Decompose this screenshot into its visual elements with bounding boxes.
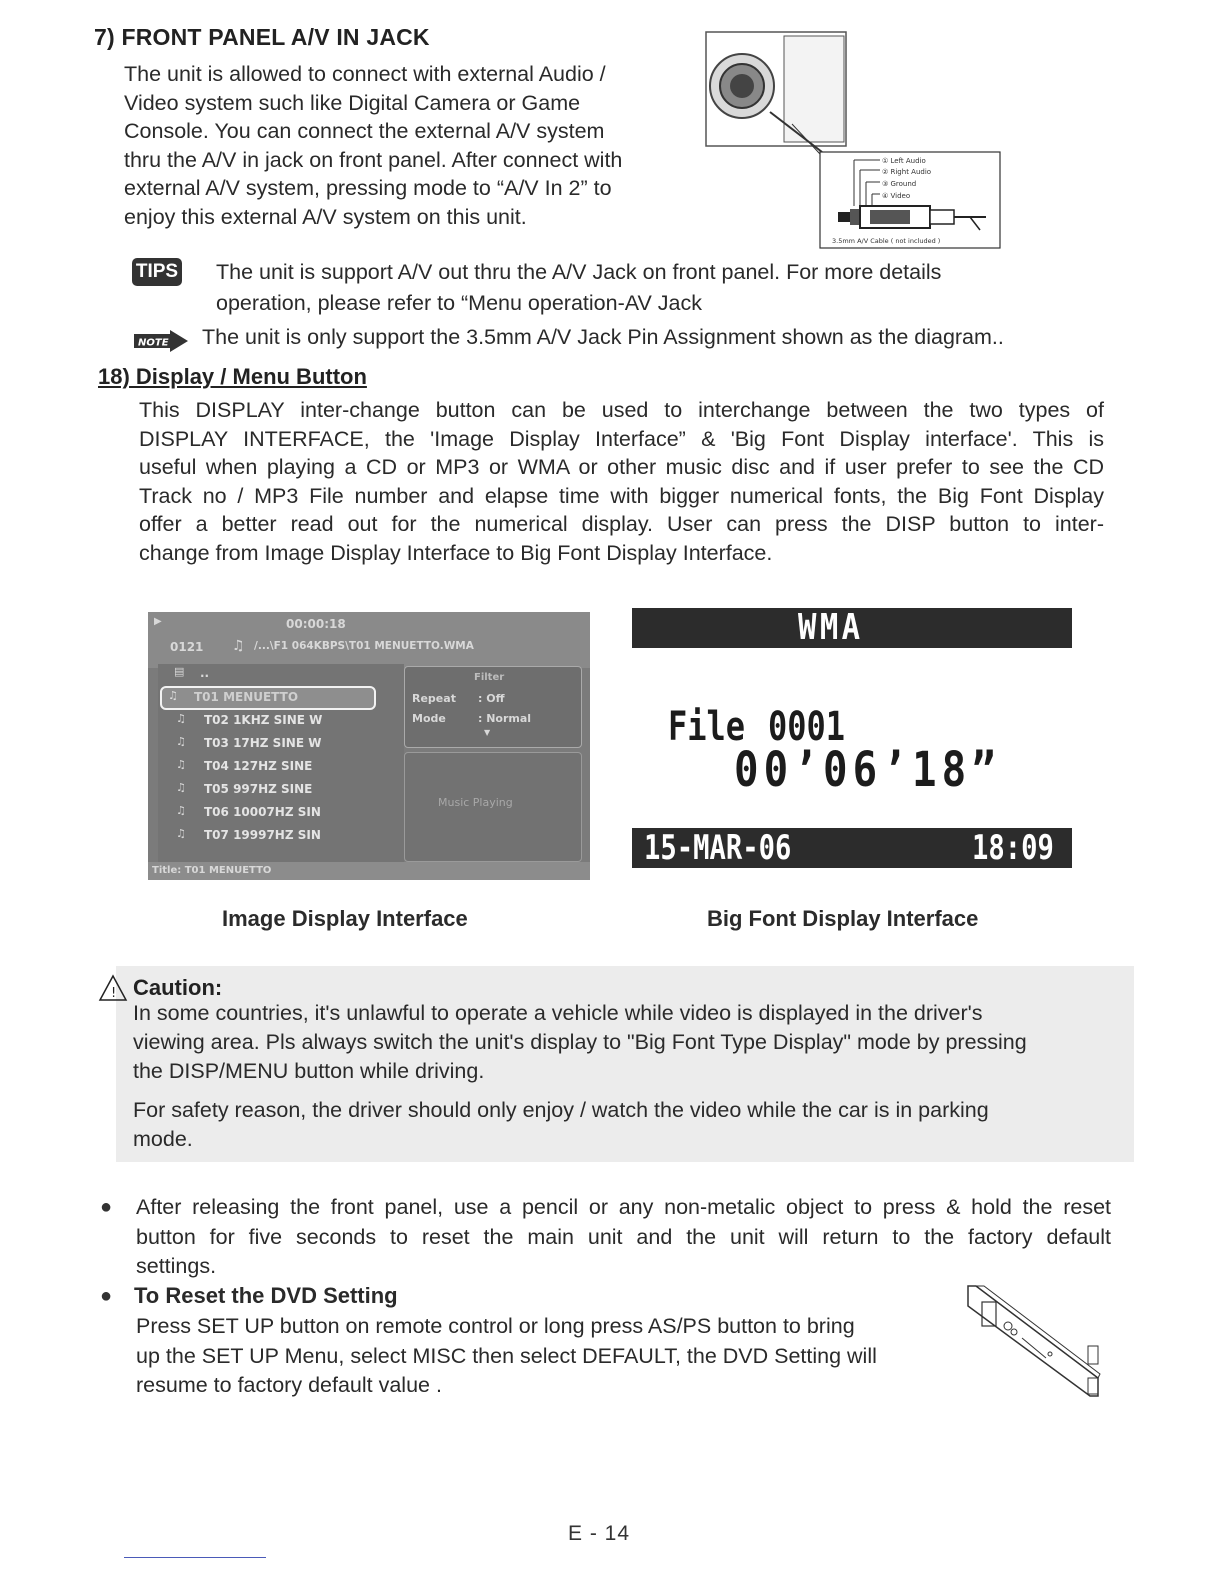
format-bar (632, 608, 1072, 648)
section-18-heading: 18) Display / Menu Button (98, 364, 367, 389)
date-display: 15-MAR-06 (644, 828, 792, 868)
bullet-icon: ● (100, 1196, 113, 1218)
repeat-label: Repeat (412, 692, 456, 705)
body-line: The unit is allowed to connect with external Audio / (124, 62, 606, 86)
caution-paragraph-1 (133, 999, 1133, 1086)
tips-line: The unit is support A/V out thru the A/V Jack on front panel. For more details (216, 260, 942, 284)
section-18-body (139, 396, 1104, 567)
folder-up-icon: ▤ (174, 665, 185, 678)
bullet-icon: ● (100, 1285, 113, 1307)
cable-label: 3.5mm A/V Cable ( not included ) (832, 237, 941, 245)
elapsed-time: 00:00:18 (286, 617, 346, 631)
big-font-display-caption: Big Font Display Interface (707, 906, 979, 931)
date-bar (632, 828, 1072, 868)
filter-title: Filter (474, 672, 505, 683)
track-icon: ♫ (176, 712, 186, 725)
av-jack-diagram (704, 28, 1004, 252)
caution-line: mode. (133, 1127, 193, 1151)
front-panel-illustration (704, 28, 1004, 252)
pin-video: ④ Video (882, 192, 911, 200)
track-icon: ♫ (168, 689, 178, 702)
track-icon: ♫ (176, 758, 186, 771)
caution-line: In some countries, it's unlawful to operate a vehicle while video is displayed in the driver's (133, 1001, 983, 1025)
image-display-screenshot (148, 612, 590, 880)
body-line: thru the A/V in jack on front panel. After connect with (124, 147, 623, 172)
pin-ground: ③ Ground (882, 180, 917, 188)
music-note-icon: ♫ (232, 638, 245, 654)
note-badge-icon (134, 330, 188, 352)
tips-text (216, 257, 1076, 319)
warning-icon (98, 974, 128, 1007)
play-icon: ▶ (154, 616, 162, 627)
list-item[interactable]: T07 19997HZ SIN (204, 828, 321, 842)
svg-text:!: ! (111, 986, 117, 1001)
file-label: File (668, 704, 746, 750)
list-item[interactable]: T03 17HZ SINE W (204, 736, 322, 750)
page-number: E - 14 (568, 1522, 631, 1545)
elapsed-time-display: 00’06’18” (734, 742, 1001, 798)
body-line: enjoy this external A/V system on this unit. (124, 204, 527, 229)
mode-label: Mode (412, 712, 446, 725)
tips-line: operation, please refer to “Menu operation-AV Jack (216, 291, 703, 315)
caution-paragraph-2 (133, 1096, 1133, 1154)
section-7-heading: 7) FRONT PANEL A/V IN JACK (94, 24, 430, 50)
pin-right-audio: ② Right Audio (882, 168, 932, 176)
body-line: useful when playing a CD or MP3 or WMA or other music disc and if user prefer to see the CD (139, 455, 1104, 479)
playback-status: Music Playing (438, 796, 513, 809)
list-item[interactable]: T06 10007HZ SIN (204, 805, 321, 819)
file-path: /...\F1 064KBPS\T01 MENUETTO.WMA (254, 640, 474, 652)
body-line: offer a better read out for the numerical display. User can press the DISP button to inter- (139, 512, 1104, 536)
up-folder: .. (200, 666, 210, 680)
body-line: Console. You can connect the external A/V system (124, 119, 605, 143)
front-panel-reset-illustration (962, 1282, 1104, 1405)
clock-display: 18:09 (972, 828, 1054, 868)
image-display-caption: Image Display Interface (222, 906, 468, 931)
note-text: The unit is only support the 3.5mm A/V Jack Pin Assignment shown as the diagram.. (202, 325, 1004, 349)
track-count: 0121 (170, 640, 204, 654)
list-item[interactable]: T05 997HZ SINE (204, 782, 313, 796)
repeat-value[interactable]: : Off (478, 692, 505, 705)
reset-paragraph (136, 1193, 1111, 1282)
caution-line: the DISP/MENU button while driving. (133, 1059, 485, 1083)
body-line: This DISPLAY inter-change button can be used to interchange between the two types of (139, 398, 1104, 422)
body-line: Track no / MP3 File number and elapse time with bigger numerical fonts, the Big Font Display (139, 483, 1104, 508)
body-line: external A/V system, pressing mode to “A/V In 2” to (124, 176, 612, 200)
chevron-down-icon: ▼ (484, 728, 491, 737)
caution-line: For safety reason, the driver should only enjoy / watch the video while the car is in parking (133, 1098, 989, 1122)
note-badge-label: NOTE (138, 337, 169, 349)
title-footer: Title: T01 MENUETTO (152, 865, 272, 876)
tips-badge: TIPS (132, 258, 182, 286)
file-number: 0001 (768, 704, 846, 750)
caution-line: viewing area. Pls always switch the unit's display to "Big Font Type Display" mode by pressing (133, 1030, 1027, 1054)
list-item[interactable]: T02 1KHZ SINE W (204, 713, 323, 727)
pin-left-audio: ① Left Audio (882, 157, 926, 165)
track-icon: ♫ (176, 781, 186, 794)
body-line: Video system such like Digital Camera or Game (124, 90, 581, 115)
dvd-reset-paragraph (136, 1312, 956, 1401)
dvd-line: resume to factory default value . (136, 1373, 442, 1397)
dvd-line: Press SET UP button on remote control or long press AS/PS button to bring (136, 1314, 855, 1338)
dvd-line: up the SET UP Menu, select MISC then select DEFAULT, the DVD Setting will (136, 1343, 877, 1368)
footer-rule (124, 1557, 266, 1558)
reset-line: settings. (136, 1254, 217, 1278)
caution-title: Caution: (133, 975, 223, 1000)
format-label: WMA (798, 607, 864, 648)
track-icon: ♫ (176, 804, 186, 817)
list-item[interactable]: T01 MENUETTO (194, 690, 299, 704)
track-icon: ♫ (176, 827, 186, 840)
big-font-display-screenshot (632, 608, 1072, 868)
body-line: change from Image Display Interface to Big Font Display Interface. (139, 540, 773, 565)
section-7-body (124, 60, 664, 231)
mode-value[interactable]: : Normal (478, 712, 532, 725)
list-item[interactable]: T04 127HZ SINE (204, 759, 313, 773)
reset-line: button for five seconds to reset the main unit and the unit will return to the factory default (136, 1224, 1111, 1249)
track-icon: ♫ (176, 735, 186, 748)
body-line: DISPLAY INTERFACE, the 'Image Display Interface” & 'Big Font Display interface'. This is (139, 426, 1104, 451)
dvd-reset-heading: To Reset the DVD Setting (134, 1283, 398, 1308)
reset-line: After releasing the front panel, use a pencil or any non-metalic object to press & hold the reset (136, 1195, 1111, 1219)
